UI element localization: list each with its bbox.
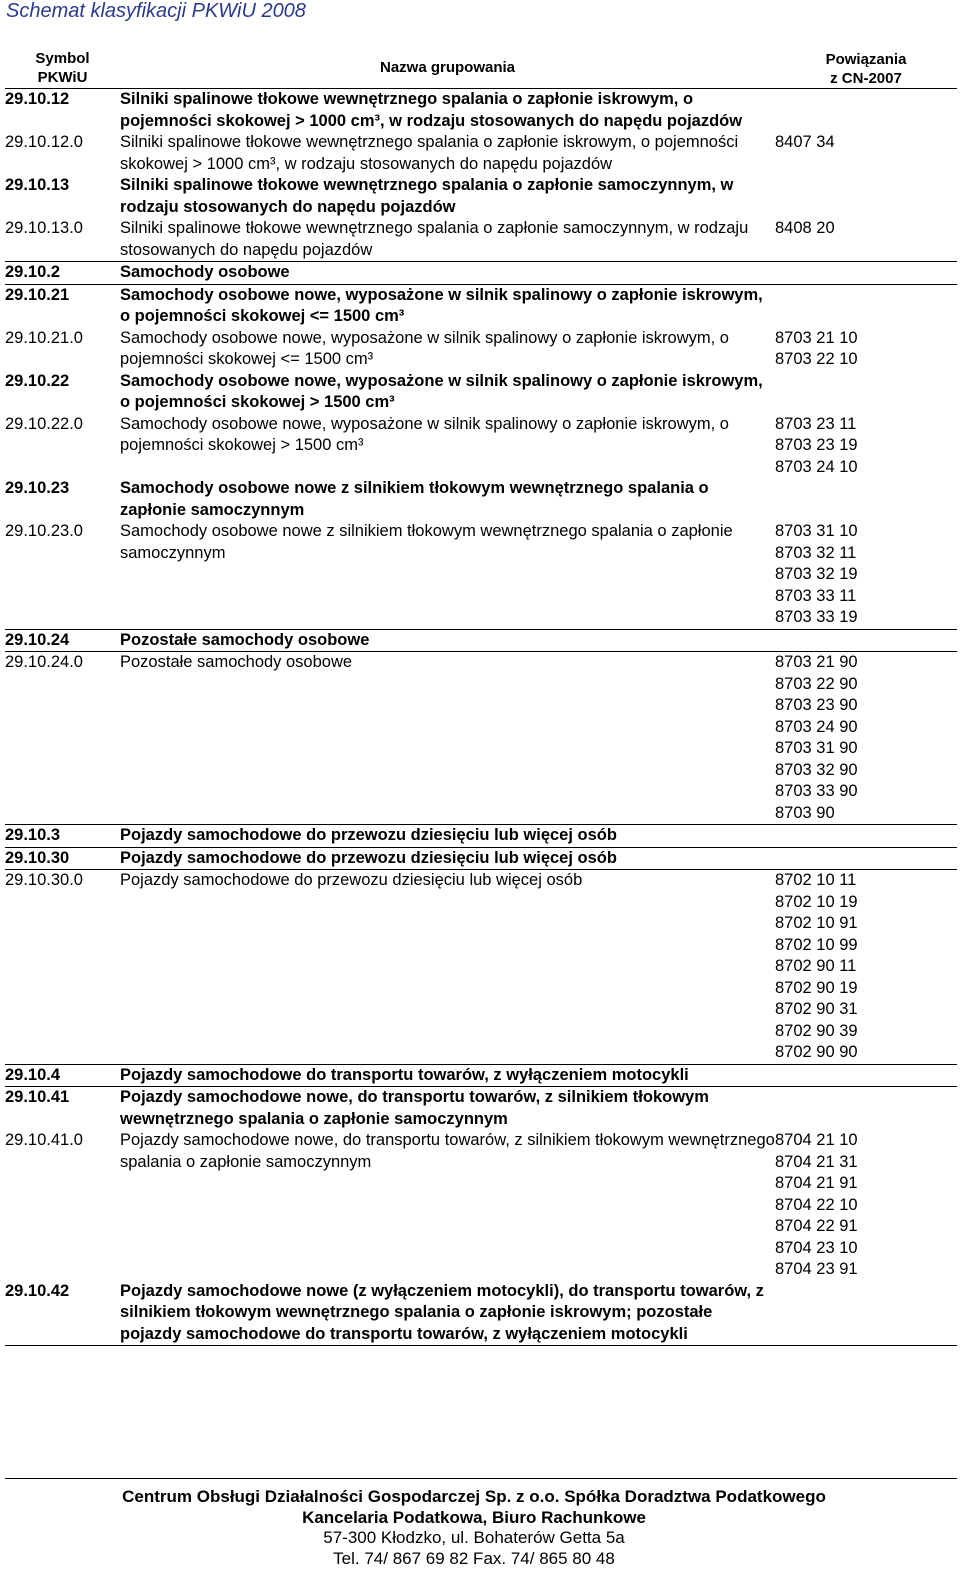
row-symbol: 29.10.41.0 — [5, 1131, 83, 1149]
row-symbol: 29.10.24 — [5, 629, 120, 652]
row-cn-codes — [775, 262, 957, 285]
row-name: Silniki spalinowe tłokowe wewnętrznego spalania o zapłonie iskrowym, o pojemności skokowej > 1000 cm³, w rodzaju stosowanych do napędu pojazdów — [120, 133, 739, 173]
cn-code: 8703 23 11 — [775, 414, 857, 433]
table-row — [5, 870, 957, 1065]
footer-company: Centrum Obsługi Działalności Gospodarczej Sp. z o.o. Spółka Doradztwa Podatkowego — [122, 1487, 826, 1506]
cn-code: 8703 21 90 — [775, 653, 858, 671]
table-row — [5, 284, 957, 328]
row-name: Samochody osobowe nowe, wyposażone w silnik spalinowy o zapłonie iskrowym, o pojemności skokowej <= 1500 cm³ — [120, 284, 775, 328]
cn-code: 8703 33 19 — [775, 608, 858, 626]
row-cn-codes — [775, 175, 957, 218]
row-cn-codes — [775, 371, 957, 414]
footer-address: 57-300 Kłodzko, ul. Bohaterów Getta 5a — [323, 1528, 625, 1547]
row-cn-codes — [775, 328, 957, 371]
row-cn-codes — [775, 478, 957, 521]
footer-phone: Tel. 74/ 867 69 82 Fax. 74/ 865 80 48 — [333, 1548, 615, 1568]
cn-code: 8703 31 90 — [775, 739, 858, 757]
table-row — [5, 521, 957, 629]
row-name: Samochody osobowe nowe, wyposażone w silnik spalinowy o zapłonie iskrowym, o pojemności skokowej > 1500 cm³ — [120, 371, 763, 411]
row-symbol: 29.10.30 — [5, 847, 120, 870]
row-symbol: 29.10.2 — [5, 262, 120, 285]
row-cn-codes — [775, 132, 957, 175]
row-symbol: 29.10.23 — [5, 479, 70, 497]
row-cn-codes — [775, 218, 957, 262]
row-name: Pozostałe samochody osobowe — [120, 652, 775, 825]
row-cn-codes — [775, 89, 957, 133]
cn-code: 8702 90 19 — [775, 978, 858, 997]
cn-code: 8703 22 10 — [775, 350, 858, 368]
relations-header-line2: z CN-2007 — [830, 70, 902, 87]
relations-header-line1: Powiązania — [825, 51, 907, 68]
row-cn-codes — [775, 284, 957, 328]
footer — [0, 1487, 948, 1569]
row-symbol: 29.10.23.0 — [5, 522, 83, 540]
row-name: Silniki spalinowe tłokowe wewnętrznego spalania o zapłonie samoczynnym, w rodzaju stosowanych do napędu pojazdów — [120, 176, 734, 216]
row-name: Pozostałe samochody osobowe — [120, 629, 775, 652]
table-header — [5, 47, 957, 89]
table-row — [5, 1130, 957, 1281]
table-row — [5, 89, 957, 133]
cn-code: 8703 32 90 — [775, 760, 858, 779]
cn-code: 8703 90 — [775, 803, 835, 822]
row-symbol: 29.10.22.0 — [5, 414, 83, 433]
cn-code: 8703 32 11 — [775, 543, 857, 562]
row-cn-codes — [775, 870, 957, 1065]
row-name: Samochody osobowe nowe z silnikiem tłokowym wewnętrznego spalania o zapłonie samoczynnym — [120, 479, 709, 519]
row-name: Pojazdy samochodowe nowe, do transportu towarów, z silnikiem tłokowym wewnętrznego spalania o zapłonie samoczynnym — [120, 1131, 775, 1171]
row-cn-codes — [775, 414, 957, 479]
cn-code: 8703 21 10 — [775, 328, 858, 347]
row-name: Silniki spalinowe tłokowe wewnętrznego spalania o zapłonie iskrowym, o pojemności skokowej > 1000 cm³, w rodzaju stosowanych do napędu pojazdów — [120, 90, 743, 130]
row-symbol: 29.10.41 — [5, 1087, 120, 1131]
table-row — [5, 825, 957, 848]
cn-code: 8702 90 31 — [775, 1000, 858, 1018]
row-symbol: 29.10.4 — [5, 1064, 120, 1087]
cn-code: 8703 24 90 — [775, 717, 858, 736]
cn-code: 8703 23 90 — [775, 696, 858, 714]
cn-code: 8704 21 10 — [775, 1131, 858, 1149]
cn-code: 8703 31 10 — [775, 522, 858, 540]
row-name: Pojazdy samochodowe nowe, do transportu towarów, z silnikiem tłokowym wewnętrznego spalania o zapłonie samoczynnym — [120, 1087, 775, 1131]
document-title: Schemat klasyfikacji PKWiU 2008 — [6, 0, 306, 22]
row-name: Pojazdy samochodowe do transportu towarów, z wyłączeniem motocykli — [120, 1064, 775, 1087]
row-cn-codes — [775, 629, 957, 652]
row-symbol: 29.10.21 — [5, 284, 120, 328]
footer-divider — [5, 1478, 957, 1479]
table-row — [5, 371, 957, 414]
cn-code: 8702 10 91 — [775, 914, 858, 932]
header-row — [5, 47, 957, 89]
row-cn-codes — [775, 1281, 957, 1346]
row-cn-codes — [775, 521, 957, 629]
row-symbol: 29.10.12 — [5, 90, 70, 108]
cn-code: 8703 24 10 — [775, 457, 858, 476]
row-cn-codes — [775, 825, 957, 848]
table-row — [5, 414, 957, 479]
cn-code: 8704 22 91 — [775, 1217, 858, 1235]
cn-code: 8702 90 11 — [775, 957, 857, 975]
table-body — [5, 89, 957, 1346]
table-row — [5, 1087, 957, 1131]
row-name: Pojazdy samochodowe do przewozu dziesięciu lub więcej osób — [120, 847, 775, 870]
cn-code: 8703 23 19 — [775, 436, 858, 454]
row-name: Samochody osobowe nowe z silnikiem tłokowym wewnętrznego spalania o zapłonie samoczynnym — [120, 522, 733, 562]
classification-table — [5, 47, 957, 1346]
row-cn-codes — [775, 1087, 957, 1131]
cn-code: 8702 90 39 — [775, 1021, 858, 1040]
cn-code: 8408 20 — [775, 219, 835, 237]
table-row — [5, 328, 957, 371]
table-row — [5, 847, 957, 870]
cn-code: 8704 21 91 — [775, 1174, 858, 1192]
row-name: Samochody osobowe nowe, wyposażone w silnik spalinowy o zapłonie iskrowym, o pojemności skokowej <= 1500 cm³ — [120, 328, 729, 368]
row-symbol: 29.10.21.0 — [5, 328, 83, 347]
row-name: Pojazdy samochodowe do przewozu dziesięciu lub więcej osób — [120, 870, 775, 1065]
cn-code: 8702 10 19 — [775, 892, 858, 911]
symbol-header-line2: PKWiU — [37, 68, 88, 86]
cn-code: 8703 22 90 — [775, 674, 858, 693]
row-cn-codes — [775, 652, 957, 825]
footer-office: Kancelaria Podatkowa, Biuro Rachunkowe — [302, 1507, 646, 1527]
table-row — [5, 652, 957, 825]
table-row — [5, 132, 957, 175]
table-row — [5, 478, 957, 521]
row-name: Samochody osobowe nowe, wyposażone w silnik spalinowy o zapłonie iskrowym, o pojemności skokowej > 1500 cm³ — [120, 414, 729, 454]
cn-code: 8704 23 91 — [775, 1260, 858, 1278]
symbol-column-header — [5, 47, 120, 89]
row-cn-codes — [775, 1130, 957, 1281]
row-name: Pojazdy samochodowe nowe (z wyłączeniem motocykli), do transportu towarów, z silnikiem tłokowym wewnętrznego spalania o zapłonie iskrowym; pozostałe pojazdy samochodowe do transportu towarów, z wyłączeniem motocykli — [120, 1281, 775, 1346]
cn-code: 8704 23 10 — [775, 1238, 858, 1257]
relations-column-header — [775, 47, 957, 89]
table-row — [5, 262, 957, 285]
cn-code: 8702 10 99 — [775, 935, 858, 954]
table-row — [5, 218, 957, 262]
row-symbol: 29.10.42 — [5, 1281, 120, 1346]
name-column-header: Nazwa grupowania — [120, 47, 775, 89]
cn-code: 8703 33 90 — [775, 782, 858, 800]
row-symbol: 29.10.3 — [5, 825, 120, 848]
row-name: Silniki spalinowe tłokowe wewnętrznego spalania o zapłonie samoczynnym, w rodzaju stosowanych do napędu pojazdów — [120, 219, 749, 259]
table-row — [5, 629, 957, 652]
symbol-header-line1: Symbol — [35, 49, 90, 67]
row-cn-codes — [775, 847, 957, 870]
row-symbol: 29.10.30.0 — [5, 870, 120, 1065]
row-name: Pojazdy samochodowe do przewozu dziesięciu lub więcej osób — [120, 825, 775, 848]
cn-code: 8703 33 11 — [775, 586, 857, 605]
cn-code: 8702 90 90 — [775, 1043, 858, 1061]
table-row — [5, 175, 957, 218]
row-symbol: 29.10.24.0 — [5, 652, 120, 825]
row-symbol: 29.10.13 — [5, 176, 70, 194]
row-symbol: 29.10.12.0 — [5, 133, 83, 151]
cn-code: 8703 32 19 — [775, 565, 858, 583]
row-symbol: 29.10.22 — [5, 371, 70, 390]
row-name: Samochody osobowe — [120, 262, 775, 285]
cn-code: 8702 10 11 — [775, 871, 857, 889]
table-row — [5, 1064, 957, 1087]
row-symbol: 29.10.13.0 — [5, 219, 83, 237]
table-row — [5, 1281, 957, 1346]
row-cn-codes — [775, 1064, 957, 1087]
cn-code: 8704 22 10 — [775, 1195, 858, 1214]
cn-code: 8704 21 31 — [775, 1152, 858, 1171]
cn-code: 8407 34 — [775, 133, 835, 151]
